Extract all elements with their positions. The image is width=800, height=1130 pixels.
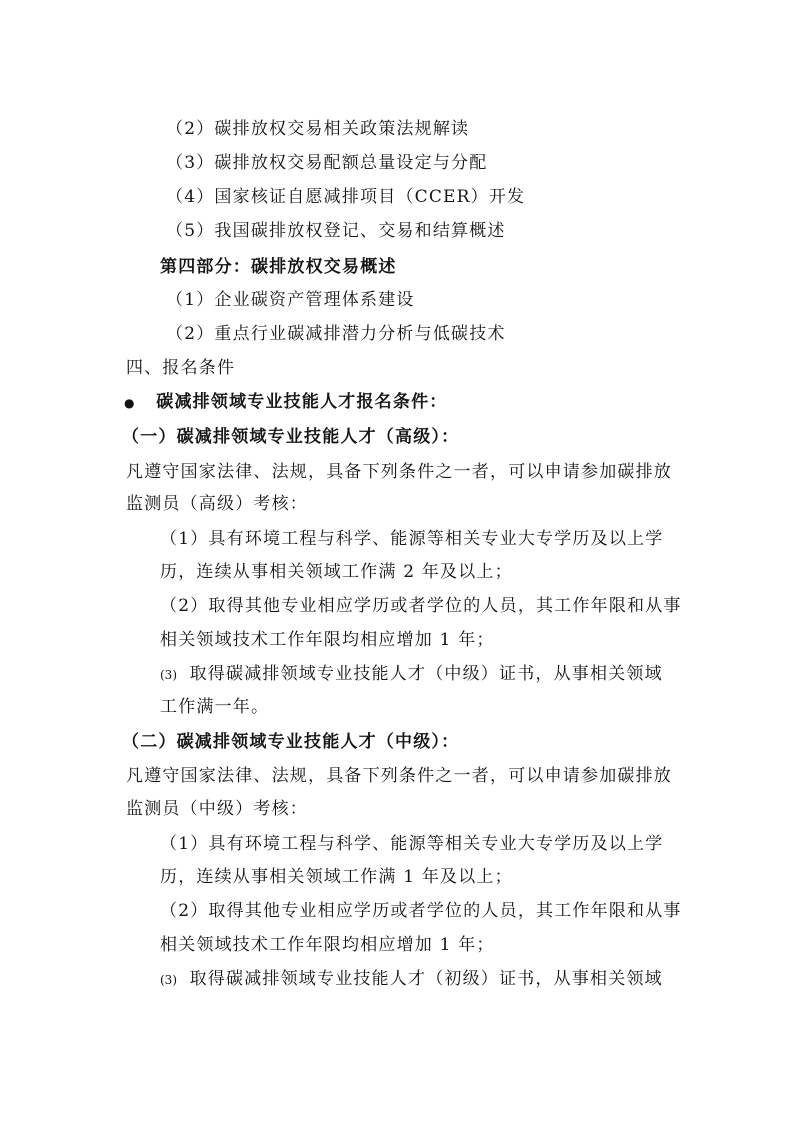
part3-item-3: （3）碳排放权交易配额总量设定与分配	[166, 153, 488, 173]
intermediate-condition-1-line-2: 历，连续从事相关领域工作满 1 年及以上；	[160, 867, 513, 887]
part4-item-1: （1）企业碳资产管理体系建设	[166, 290, 415, 310]
section4-title: 四、报名条件	[126, 358, 236, 378]
bullet-dot-icon: ●	[124, 396, 136, 410]
senior-intro-line-1: 凡遵守国家法律、法规，具备下列条件之一者，可以申请参加碳排放	[126, 462, 672, 482]
intermediate-heading: （二）碳减排领域专业技能人才（中级）：	[122, 732, 460, 752]
senior-condition-3-line-2: 工作满一年。	[160, 697, 270, 717]
intermediate-condition-2-line-2: 相关领域技术工作年限均相应增加 1 年；	[160, 935, 495, 955]
senior-heading: （一）碳减排领域专业技能人才（高级）：	[122, 427, 460, 447]
requirements-bullet	[124, 390, 447, 415]
senior-intro-line-2: 监测员（高级）考核：	[126, 494, 308, 514]
part3-item-5: （5）我国碳排放权登记、交易和结算概述	[166, 221, 506, 241]
intermediate-intro-line-1: 凡遵守国家法律、法规，具备下列条件之一者，可以申请参加碳排放	[126, 766, 672, 786]
senior-condition-3-text: 取得碳减排领域专业技能人才（中级）证书，从事相关领域	[189, 664, 663, 684]
part4-item-2: （2）重点行业碳减排潜力分析与低碳技术	[166, 324, 506, 344]
part3-item-4: （4）国家核证自愿减排项目（CCER）开发	[166, 187, 526, 207]
senior-condition-2-line-2: 相关领域技术工作年限均相应增加 1 年；	[160, 630, 495, 650]
senior-condition-3-number: (3)	[160, 668, 177, 682]
part4-heading: 第四部分：碳排放权交易概述	[160, 257, 397, 277]
requirements-heading: 碳减排领域专业技能人才报名条件：	[156, 392, 448, 412]
intermediate-condition-2-line-1: （2）取得其他专业相应学历或者学位的人员，其工作年限和从事	[160, 901, 682, 921]
intermediate-intro-line-2: 监测员（中级）考核：	[126, 799, 308, 819]
intermediate-condition-3-line-1	[160, 967, 663, 992]
senior-condition-1-line-1: （1）具有环境工程与科学、能源等相关专业大专学历及以上学	[160, 529, 664, 549]
intermediate-condition-3-number: (3)	[160, 973, 177, 987]
senior-condition-3-line-1	[160, 662, 663, 687]
intermediate-condition-1-line-1: （1）具有环境工程与科学、能源等相关专业大专学历及以上学	[160, 834, 664, 854]
part3-item-2: （2）碳排放权交易相关政策法规解读	[166, 119, 470, 139]
senior-condition-2-line-1: （2）取得其他专业相应学历或者学位的人员，其工作年限和从事	[160, 596, 682, 616]
intermediate-condition-3-text: 取得碳减排领域专业技能人才（初级）证书，从事相关领域	[189, 969, 663, 989]
senior-condition-1-line-2: 历，连续从事相关领域工作满 2 年及以上；	[160, 562, 513, 582]
